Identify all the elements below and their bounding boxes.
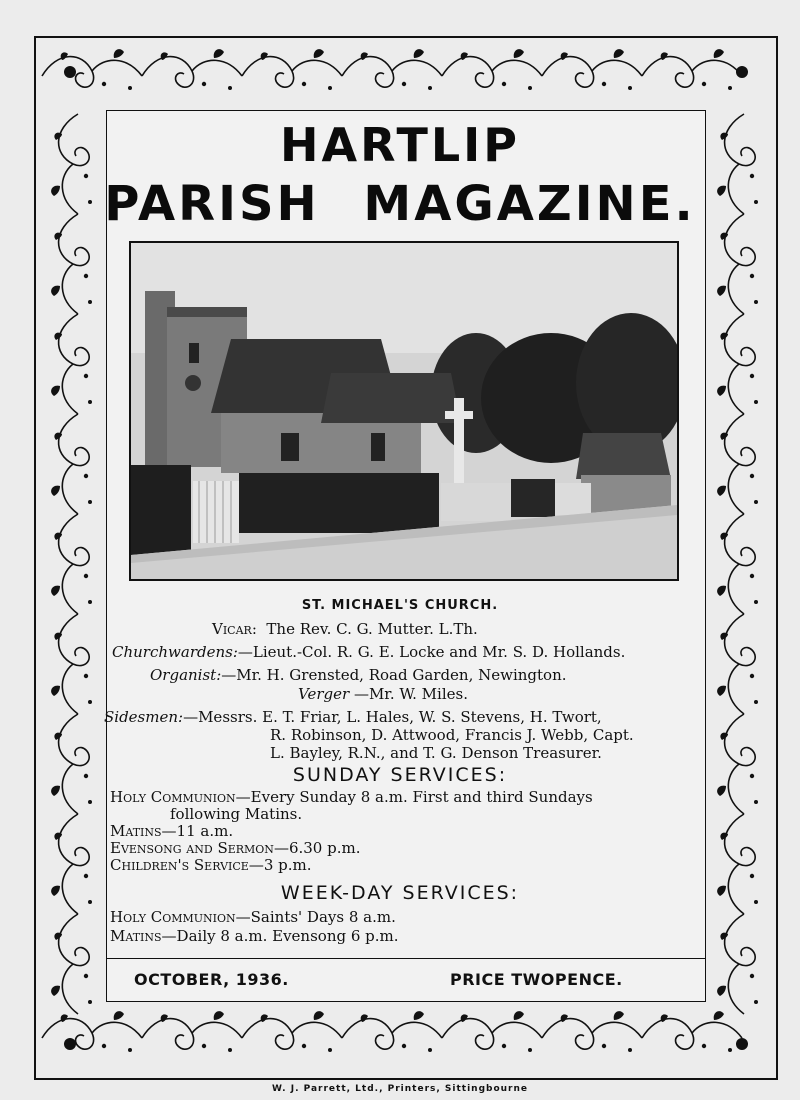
verger-value: —Mr. W. Miles. bbox=[353, 685, 468, 703]
issue-date: OCTOBER, 1936. bbox=[134, 970, 289, 989]
sidesmen-line-1 bbox=[104, 708, 602, 726]
weekday-communion-value: —Saints' Days 8 a.m. bbox=[235, 908, 396, 926]
price-label: PRICE TWOPENCE. bbox=[450, 970, 623, 989]
organist-value: —Mr. H. Grensted, Road Garden, Newington. bbox=[221, 666, 567, 684]
weekday-matins-line bbox=[110, 927, 399, 945]
verger-label: Verger bbox=[298, 685, 350, 703]
childrens-service-value: —3 p.m. bbox=[248, 856, 312, 874]
churchwardens-label: Churchwardens: bbox=[112, 643, 238, 661]
evensong-line bbox=[110, 839, 360, 857]
sunday-services-heading: SUNDAY SERVICES: bbox=[292, 764, 508, 786]
sidesmen-line-2: R. Robinson, D. Attwood, Francis J. Webb, Capt. bbox=[270, 726, 634, 744]
churchwardens-value: —Lieut.-Col. R. G. E. Locke and Mr. S. D. Hollands. bbox=[237, 643, 626, 661]
sunday-communion-line bbox=[110, 788, 593, 806]
vicar-label: Vicar: bbox=[212, 620, 257, 638]
evensong-value: —6.30 p.m. bbox=[273, 839, 361, 857]
weekday-communion-label: Holy Communion bbox=[110, 908, 236, 926]
childrens-service-line bbox=[110, 856, 312, 874]
masthead-title-line1: HARTLIP bbox=[280, 118, 520, 172]
verger-line bbox=[298, 685, 468, 703]
vicar-value: The Rev. C. G. Mutter. L.Th. bbox=[266, 620, 478, 638]
sunday-matins-line bbox=[110, 822, 233, 840]
sunday-communion-value: —Every Sunday 8 a.m. First and third Sundays bbox=[235, 788, 593, 806]
weekday-communion-line bbox=[110, 908, 396, 926]
weekday-matins-label: Matins bbox=[110, 927, 162, 945]
churchwardens-line bbox=[112, 643, 625, 661]
sidesmen-line-3: L. Bayley, R.N., and T. G. Denson Treasurer. bbox=[270, 744, 602, 762]
sunday-matins-label: Matins bbox=[110, 822, 162, 840]
organist-line bbox=[150, 666, 567, 684]
masthead-title-line2: PARISH MAGAZINE. bbox=[104, 176, 696, 232]
vicar-line bbox=[212, 620, 478, 638]
weekday-matins-value: —Daily 8 a.m. Evensong 6 p.m. bbox=[161, 927, 399, 945]
photo-caption: ST. MICHAEL'S CHURCH. bbox=[301, 598, 499, 613]
printer-credit: W. J. Parrett, Ltd., Printers, Sittingbourne bbox=[271, 1084, 529, 1094]
church-photograph bbox=[129, 241, 679, 581]
footer-divider bbox=[107, 958, 705, 959]
sidesmen-label: Sidesmen: bbox=[104, 708, 184, 726]
sunday-communion-label: Holy Communion bbox=[110, 788, 236, 806]
sunday-matins-value: —11 a.m. bbox=[161, 822, 234, 840]
organist-label: Organist: bbox=[150, 666, 222, 684]
childrens-service-label: Children's Service bbox=[110, 856, 249, 874]
sidesmen-value-1: —Messrs. E. T. Friar, L. Hales, W. S. Stevens, H. Twort, bbox=[183, 708, 602, 726]
evensong-label: Evensong and Sermon bbox=[110, 839, 274, 857]
sunday-communion-line-2: following Matins. bbox=[170, 805, 303, 823]
weekday-services-heading: WEEK-DAY SERVICES: bbox=[280, 882, 520, 904]
